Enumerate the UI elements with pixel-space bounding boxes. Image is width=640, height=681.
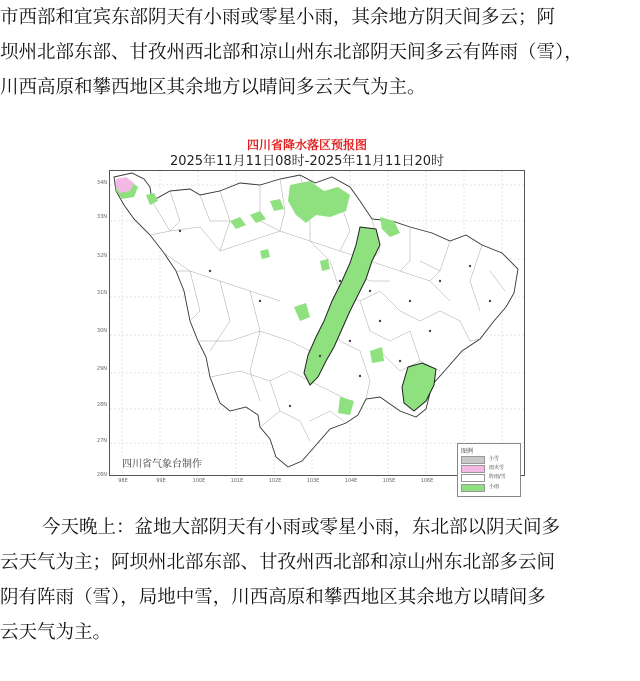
text-line: 市西部和宜宾东部阴天有小雨或零星小雨，其余地方阴天间多云；阿	[0, 7, 556, 28]
lon-label: 106E	[420, 478, 434, 484]
lat-label: 34N	[96, 180, 107, 186]
map-credit: 四川省气象台制作	[120, 454, 204, 471]
text-line: 今天晚上：盆地大部阴天有小雨或零星小雨，东北部以阴天间多	[42, 517, 561, 538]
lon-label: 102E	[268, 478, 282, 484]
legend-item-light-rain	[461, 483, 517, 491]
lat-label: 27N	[96, 438, 107, 444]
lat-label: 28N	[96, 402, 107, 408]
lat-label: 31N	[96, 290, 107, 296]
lon-label: 101E	[230, 478, 244, 484]
text-line: 川西高原和攀西地区其余地方以晴间多云天气为主。	[0, 77, 426, 98]
text-line: 坝州北部东部、甘孜州西北部和凉山州东北部阴天间多云有阵雨（雪），	[0, 42, 583, 63]
legend-label: 雨夹雪	[489, 465, 505, 471]
precipitation-map-figure	[87, 128, 527, 494]
legend-swatch	[461, 474, 485, 482]
legend-item-light-snow	[461, 455, 517, 463]
legend-swatch	[461, 456, 485, 464]
legend-title: 图例	[461, 448, 474, 455]
map-legend	[457, 443, 521, 497]
map-title: 四川省降水落区预报图	[246, 138, 367, 152]
lat-label: 30N	[96, 328, 107, 334]
legend-label: 阵雨/雪	[489, 474, 506, 480]
lon-label: 103E	[306, 478, 320, 484]
lon-label: 98E	[118, 478, 128, 484]
sichuan-map	[110, 171, 524, 475]
map-subtitle: 2025年11月11日08时-2025年11月11日20时	[169, 154, 445, 169]
legend-item-sleet	[461, 464, 517, 472]
legend-swatch	[461, 465, 485, 473]
lon-label: 105E	[382, 478, 396, 484]
lon-label: 100E	[192, 478, 206, 484]
lat-label: 26N	[96, 472, 107, 478]
legend-swatch	[461, 484, 485, 492]
lat-label: 32N	[96, 253, 107, 259]
text-line: 云天气为主。	[0, 622, 112, 643]
legend-label: 小雪	[489, 456, 500, 462]
text-line: 阴有阵雨（雪），局地中雪，川西高原和攀西地区其余地方以晴间多	[0, 587, 546, 608]
lat-label: 29N	[96, 366, 107, 372]
lon-label: 104E	[344, 478, 358, 484]
forecast-paragraph-top	[0, 0, 640, 105]
province-shape	[114, 173, 518, 467]
text-line: 云天气为主；阿坝州北部东部、甘孜州西北部和凉山州东北部多云间	[0, 552, 556, 573]
legend-label: 小雨	[489, 484, 500, 490]
legend-item-showers	[461, 473, 517, 481]
forecast-paragraph-tonight	[0, 510, 640, 650]
lat-label: 33N	[96, 214, 107, 220]
lon-label: 99E	[156, 478, 166, 484]
